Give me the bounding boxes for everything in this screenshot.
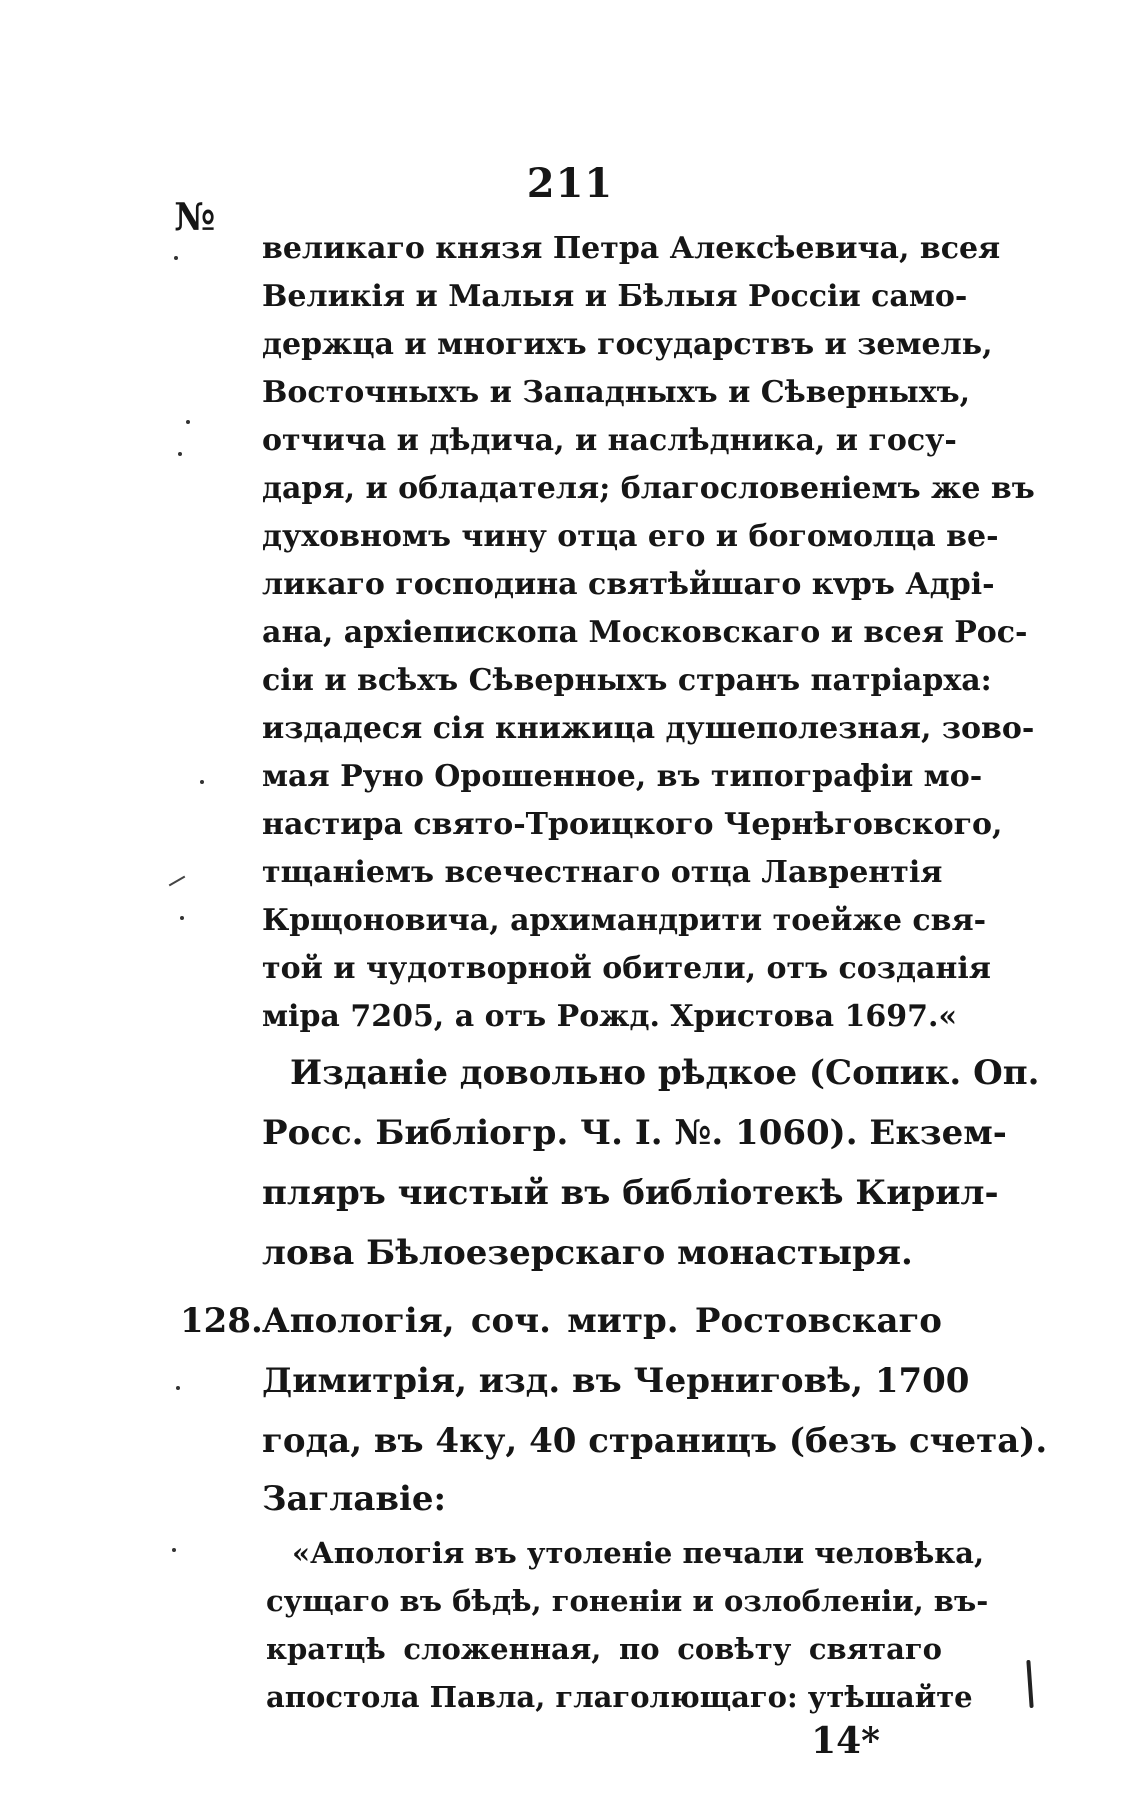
quote-line: кратцѣ сложенная, по совѣту святаго bbox=[266, 1632, 942, 1666]
margin-dot bbox=[180, 916, 184, 920]
text-line: издадеся сія книжица душеполезная, зово- bbox=[262, 711, 1035, 746]
text-line: міра 7205, а отъ Рожд. Христова 1697.« bbox=[262, 999, 958, 1034]
text-line: держца и многихъ государствъ и земель, bbox=[262, 327, 993, 362]
text-line: сіи и всѣхъ Сѣверныхъ странъ патріарха: bbox=[262, 663, 992, 698]
page-number: 211 bbox=[526, 160, 614, 207]
note-line: лова Бѣлоезерскаго монастыря. bbox=[262, 1233, 913, 1273]
margin-dot bbox=[178, 452, 182, 456]
margin-dot bbox=[172, 1548, 176, 1552]
margin-dot bbox=[174, 256, 178, 260]
entry-number: 128. bbox=[180, 1301, 263, 1341]
quote-line: сущаго въ бѣдѣ, гоненіи и озлобленіи, въ- bbox=[266, 1584, 989, 1618]
entry-line: Апологія, соч. митр. Ростовскаго bbox=[262, 1301, 942, 1341]
text-line: духовномъ чину отца его и богомолца ве- bbox=[262, 519, 999, 554]
text-line: даря, и обладателя; благословеніемъ же въ bbox=[262, 471, 1035, 506]
text-line: Восточныхъ и Западныхъ и Сѣверныхъ, bbox=[262, 375, 971, 410]
text-line: отчича и дѣдича, и наслѣдника, и госу- bbox=[262, 423, 957, 458]
note-line: пляръ чистый въ библіотекѣ Кирил- bbox=[262, 1173, 999, 1213]
signature-mark: 14* bbox=[811, 1720, 880, 1762]
note-line: Изданіе довольно рѣдкое (Сопик. Оп. bbox=[290, 1053, 1040, 1093]
entry-line: года, въ 4ку, 40 страницъ (безъ счета). bbox=[262, 1421, 1048, 1461]
text-line: той и чудотворной обители, отъ созданія bbox=[262, 951, 991, 986]
text-line: ликаго господина святѣйшаго кvръ Адрі- bbox=[262, 567, 995, 602]
margin-dot bbox=[200, 780, 204, 784]
quote-line: апостола Павла, глаголющаго: утѣшайте bbox=[266, 1680, 973, 1714]
edge-mark bbox=[1026, 1660, 1033, 1708]
margin-dot bbox=[176, 1386, 180, 1390]
text-line: настира свято-Троицкого Чернѣговского, bbox=[262, 807, 1003, 842]
text-line: мая Руно Орошенное, въ типографіи мо- bbox=[262, 759, 983, 794]
text-line: Великія и Малыя и Бѣлыя Россіи само- bbox=[262, 279, 968, 314]
text-line: Крщоновича, архимандрити тоейже свя- bbox=[262, 903, 987, 938]
margin-tick bbox=[169, 876, 186, 887]
number-sign-mark: № bbox=[174, 194, 216, 239]
text-line: тщаніемъ всечестнаго отца Лаврентія bbox=[262, 855, 943, 890]
quote-line: «Апологія въ утоленіе печали человѣка, bbox=[292, 1536, 985, 1570]
text-line: ана, архіепископа Московскаго и всея Рос- bbox=[262, 615, 1028, 650]
text-line: великаго князя Петра Алексѣевича, всея bbox=[262, 231, 1001, 266]
margin-dot bbox=[186, 420, 190, 424]
entry-line: Димитрія, изд. въ Черниговѣ, 1700 bbox=[262, 1361, 970, 1401]
note-line: Росс. Библіогр. Ч. I. №. 1060). Екзем- bbox=[262, 1113, 1007, 1153]
entry-line: Заглавіе: bbox=[262, 1479, 447, 1519]
